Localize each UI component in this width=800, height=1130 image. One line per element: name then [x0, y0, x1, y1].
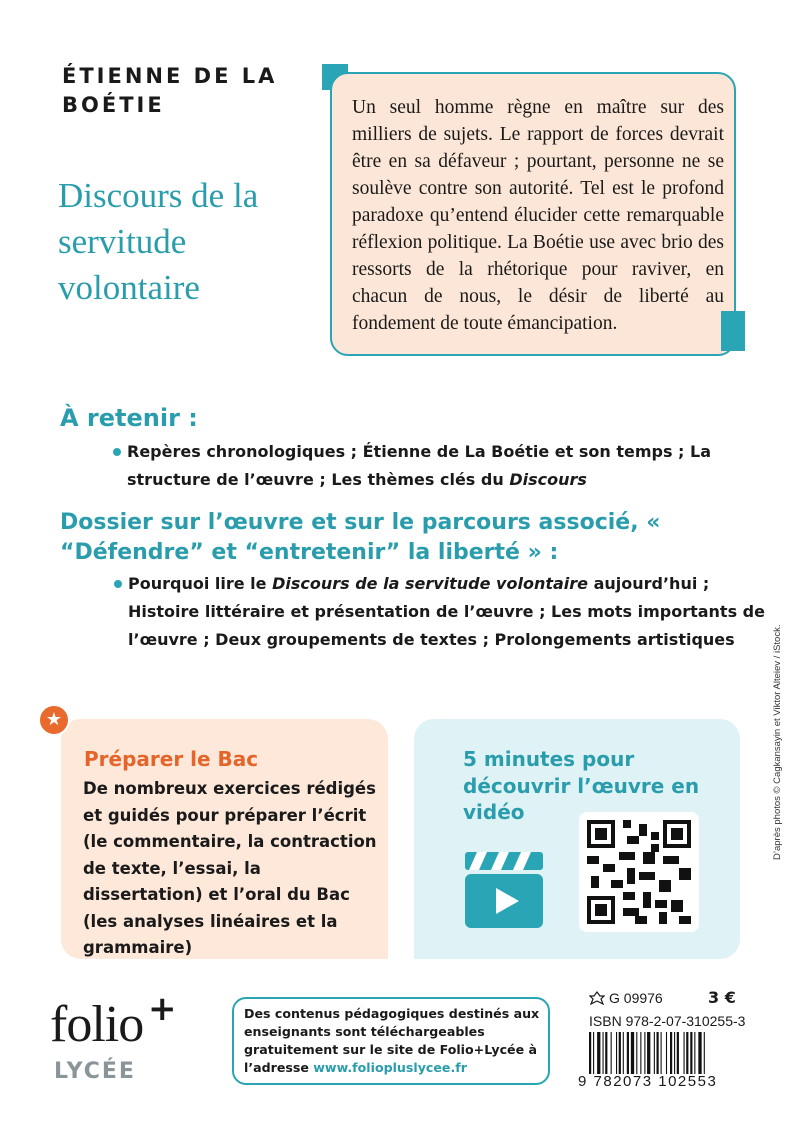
video-clapperboard-icon: [463, 848, 545, 930]
dossier-heading: Dossier sur l’œuvre et sur le parcours associé, « “Défendre” et “entretenir” la liberté » :: [60, 510, 661, 565]
book-title: Discours de la servitude volontaire: [58, 176, 259, 307]
publisher-code: [589, 990, 663, 1006]
isbn: ISBN 978-2-07-310255-3: [589, 1013, 746, 1029]
publisher-mark-icon: [589, 991, 605, 1005]
retenir-bullet-italic: Discours: [509, 470, 587, 489]
dossier-bullet: [128, 570, 768, 654]
logo-lycee-word: LYCÉE: [54, 1059, 136, 1084]
barcode-icon: [589, 1032, 739, 1074]
bac-title: Préparer le Bac: [84, 747, 259, 771]
video-title: 5 minutes pour découvrir l’œuvre en vidéo: [463, 747, 700, 824]
quote-corner-bottom-right: [721, 311, 745, 351]
teacher-info-body: Des contenus pédagogiques destinés aux enseignants sont téléchargeables gratuitement sur le site de Folio+Lycée à l’adresse: [244, 1006, 540, 1075]
teacher-info-text: [244, 1005, 544, 1077]
dossier-bullet-post: aujourd’hui ; Histoire littéraire et présentation de l’œuvre ; Les mots importants de l’œuvre ; Deux groupements de textes ; Prolongements artistiques: [128, 574, 765, 649]
photo-credit: D’après photos © Cagkansayin et Viktor Alteiev / iStock.: [772, 624, 783, 860]
bullet-dot-icon: [114, 580, 122, 588]
website-link[interactable]: www.foliopluslycee.fr: [313, 1060, 467, 1075]
barcode-digits: 9 782073 102553: [578, 1073, 718, 1090]
summary-text: Un seul homme règne en maître sur des milliers de sujets. Le rapport de forces devrait être en sa défaveur ; pourtant, personne ne se soulève contre son autorité. Tel est le profond paradoxe qu’entend élucider cette remarquable réflexion politique. La Boétie use avec brio des ressorts de la rhétorique pour raviver, en chacun de nous, le désir de liberté au fondement de toute émancipation.: [352, 97, 724, 334]
g-code: G 09976: [609, 990, 663, 1006]
retenir-heading: À retenir :: [60, 404, 198, 432]
logo-folio-word: folio: [50, 996, 144, 1053]
dossier-bullet-italic: Discours de la servitude volontaire: [272, 574, 588, 593]
bac-text: De nombreux exercices rédigés et guidés pour préparer l’écrit (le commentaire, la contraction de texte, l’essai, la dissertation) et l’oral du Bac (les analyses linéaires et la grammaire): [83, 779, 377, 957]
logo-plus: +: [148, 989, 177, 1029]
star-icon: ★: [38, 704, 70, 736]
retenir-bullet: [127, 438, 727, 494]
price: 3 €: [708, 988, 736, 1007]
author-name: ÉTIENNE DE LA BOÉTIE: [62, 64, 278, 117]
bullet-dot-icon: [113, 448, 121, 456]
folio-lycee-logo: [50, 989, 180, 1095]
dossier-bullet-pre: Pourquoi lire le: [128, 574, 273, 593]
qr-code[interactable]: [579, 812, 699, 932]
retenir-bullet-text: Repères chronologiques ; Étienne de La Boétie et son temps ; La structure de l’œuvre ; Les thèmes clés du: [127, 442, 711, 489]
qr-code-icon: [587, 820, 691, 924]
